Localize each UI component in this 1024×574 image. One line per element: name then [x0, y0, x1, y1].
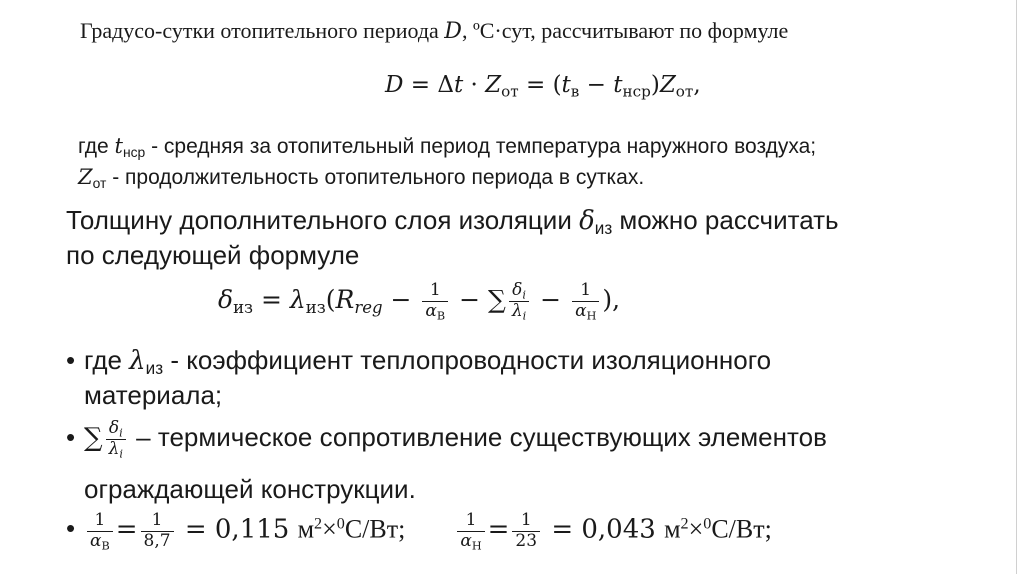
f2-minus1: −	[382, 284, 420, 314]
f1-tail: ,	[693, 72, 701, 98]
formula-insulation-thickness	[218, 282, 620, 321]
b3-unit1-sup: 2	[314, 515, 323, 533]
formula-degree-days	[385, 72, 701, 101]
bullet-sum	[66, 420, 827, 459]
bullet-dot-icon: •	[66, 422, 76, 453]
b3-unit2-sup: 2	[680, 515, 689, 533]
b3-val1: = 0,115	[176, 514, 298, 545]
b2-delta: δ	[108, 418, 120, 438]
f2-frac2-den-sub: i	[522, 309, 527, 323]
b1-lambda: λ	[129, 346, 146, 376]
where-line-tnsr	[78, 134, 816, 159]
f2-sub-reg: reg	[354, 297, 383, 317]
f1-minus: −	[579, 72, 614, 98]
b3-f4-num: 1	[512, 512, 540, 532]
where2-sub: от	[92, 175, 107, 192]
b3-unit2-end: С/Вт;	[711, 514, 772, 544]
b3-eq2: =	[487, 514, 510, 545]
b3-unit1-end: С/Вт;	[344, 514, 406, 544]
b3-unit1-sup2: 0	[336, 515, 345, 533]
b3-f3-alpha: α	[460, 530, 472, 551]
b3-eq1: =	[115, 514, 138, 545]
f1-sub-ot: от	[501, 82, 519, 101]
b3-f3-sub: Н	[471, 539, 482, 553]
f1-z: Z	[485, 72, 502, 98]
f2-frac1-sub: В	[436, 309, 446, 323]
f2-frac2-num	[509, 282, 529, 302]
para-sub-iz: из	[594, 218, 613, 239]
f2-frac2-delta: δ	[512, 280, 523, 300]
para-line1-before: Толщину дополнительного слоя изоляции	[66, 205, 580, 235]
f2-minus3: −	[532, 284, 570, 314]
b3-f4-den: 23	[515, 530, 538, 551]
b3-frac-1-alpha-n	[457, 512, 484, 551]
f2-frac3-num: 1	[572, 282, 599, 302]
b1-text: - коэффициент теплопроводности изоляционного	[163, 345, 772, 375]
f1-lhs: D	[385, 72, 404, 98]
b3-frac-1-23	[512, 512, 540, 551]
intro-var-d: D	[444, 19, 462, 44]
b2-num-sub: i	[119, 426, 123, 440]
f2-lambda: λ	[289, 284, 306, 314]
where-line-zot	[78, 165, 644, 190]
f2-delta: δ	[218, 284, 234, 314]
b2-sum: ∑	[84, 423, 103, 454]
b3-f3-num: 1	[457, 512, 484, 532]
where1-text: - средняя за отопительный период температура наружного воздуха;	[145, 135, 817, 158]
where2-text: - продолжительность отопительного периода в сутках.	[106, 166, 645, 189]
b3-f2-den: 8,7	[143, 530, 171, 551]
b2-frac-num	[106, 420, 126, 440]
bullet-dot-icon: •	[66, 345, 76, 375]
b3-f1-alpha: α	[90, 530, 102, 551]
b3-unit2-mid: ×	[688, 514, 704, 544]
page-edge-line	[1016, 0, 1017, 574]
b3-f2-num: 1	[141, 512, 174, 532]
b2-lambda: λ	[108, 438, 120, 459]
f2-r: R	[335, 284, 355, 314]
f2-frac2-num-sub: i	[522, 288, 526, 302]
f1-close: )	[650, 72, 660, 98]
intro-line	[80, 18, 788, 44]
f2-sub-iz: из	[233, 297, 254, 317]
b3-f1-num: 1	[87, 512, 113, 532]
b2-den-sub: i	[119, 447, 123, 461]
para-line2: по следующей формуле	[66, 240, 360, 270]
b1-sub: из	[145, 358, 164, 379]
b2-frac-delta-lambda	[106, 420, 126, 459]
f2-frac3-alpha: α	[575, 300, 587, 321]
f2-frac3-sub: Н	[586, 309, 597, 323]
f2-frac1-den	[422, 302, 448, 321]
intro-unit: , ºС·сут, рассчитывают по формуле	[461, 18, 789, 43]
f2-frac-1-alpha-n	[572, 282, 599, 321]
f2-frac1-alpha: α	[425, 300, 437, 321]
b2-text: – термическое сопротивление существующих элементов	[128, 422, 827, 453]
intro-text: Градусо-сутки отопительного периода	[80, 18, 445, 43]
f1-t: t	[453, 72, 464, 98]
where1-prefix: где	[78, 135, 115, 158]
bullet-alpha-values	[66, 512, 772, 551]
f2-open: (	[325, 284, 336, 314]
f2-frac-delta-lambda	[509, 282, 529, 321]
bullet-sum-line2	[84, 474, 416, 505]
f2-sub-iz2: из	[305, 297, 326, 317]
f2-sum: ∑	[488, 284, 506, 314]
f1-dot: ·	[463, 72, 486, 98]
f1-z2: Z	[659, 72, 676, 98]
b3-unit1-mid: ×	[322, 514, 337, 544]
f1-t2: t	[561, 72, 571, 98]
b2-line2: ограждающей конструкции.	[84, 474, 416, 504]
f2-minus2: −	[451, 284, 488, 314]
b3-f3-den	[457, 532, 484, 551]
b3-frac-1-8-7	[141, 512, 174, 551]
bullet-lambda	[66, 345, 772, 379]
paragraph-line2	[66, 240, 359, 271]
f2-eq: =	[253, 284, 290, 314]
f2-frac2-den	[509, 302, 529, 321]
para-delta: δ	[579, 206, 595, 236]
b3-unit1: м	[297, 514, 315, 544]
b3-f1-sub: В	[101, 539, 110, 553]
f1-sub-v: в	[570, 82, 580, 101]
f2-frac2-lambda: λ	[511, 300, 523, 321]
b3-frac-1-alpha-v	[87, 512, 113, 551]
b1-prefix: где	[84, 345, 130, 375]
f2-frac3-den	[572, 302, 599, 321]
bullet-lambda-line2	[84, 380, 222, 411]
b2-frac-den	[106, 440, 126, 459]
where1-t: t	[114, 134, 123, 158]
f2-close: ),	[602, 284, 621, 314]
where2-z: Z	[78, 165, 93, 189]
para-line1-after: можно рассчитать	[612, 205, 839, 235]
f2-frac-1-alpha-v	[422, 282, 448, 321]
where1-sub: нср	[122, 144, 146, 161]
b1-line2: материала;	[84, 380, 223, 410]
f1-eq1: = Δ	[403, 72, 454, 98]
b3-unit2-sup2: 0	[703, 515, 712, 533]
paragraph-line1	[66, 205, 839, 239]
f1-sub-nsr: нср	[622, 82, 651, 101]
b3-unit2: м	[664, 514, 681, 544]
f1-sub-ot2: от	[675, 82, 694, 101]
f2-frac1-num: 1	[422, 282, 448, 302]
b3-val2: = 0,043	[543, 514, 665, 545]
b3-f1-den	[87, 532, 113, 551]
bullet-dot-icon: •	[66, 513, 76, 544]
f1-t3: t	[613, 72, 623, 98]
f1-eq2: = (	[518, 72, 562, 98]
